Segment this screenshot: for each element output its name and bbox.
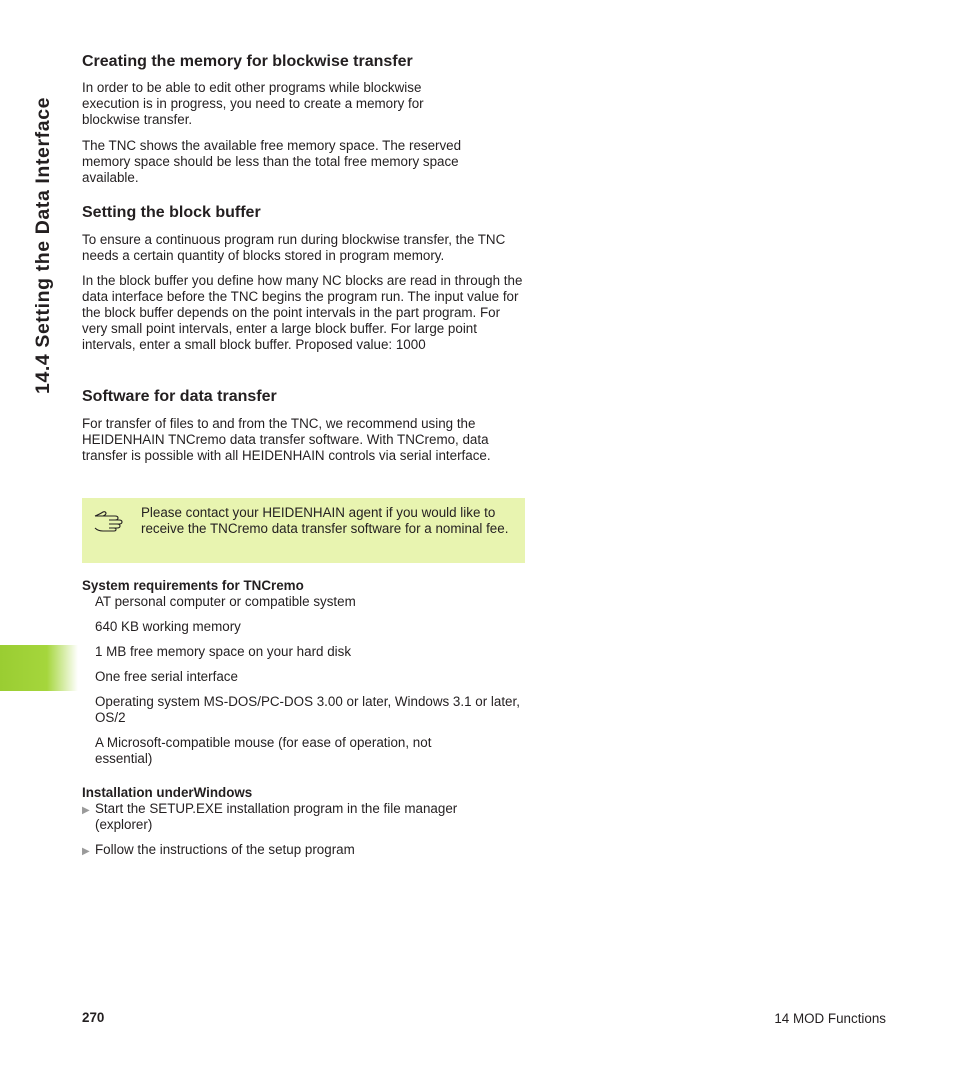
heading-installation: Installation underWindows: [82, 785, 253, 800]
heading-software: Software for data transfer: [82, 388, 277, 405]
side-chapter-title: 14.4 Setting the Data Interface: [32, 96, 54, 394]
bullet-triangle-icon: ▶: [82, 805, 90, 816]
requirement-item: One free serial interface: [95, 669, 238, 684]
requirement-item: 640 KB working memory: [95, 619, 241, 634]
paragraph-memory-1: In order to be able to edit other programs while blockwise execution is in progress, you need to create a memory for blockwise transfer.: [82, 80, 424, 127]
paragraph-buffer-2: In the block buffer you define how many NC blocks are read in through the data interface before the TNC begins the program run. The input value for the block buffer depends on the point intervals in the part program. For very small point intervals, enter a large block buffer. For large point intervals, enter a small block buffer. Proposed value: 1000: [82, 273, 523, 352]
requirement-item: 1 MB free memory space on your hard disk: [95, 644, 352, 659]
paragraph-memory-2: The TNC shows the available free memory space. The reserved memory space should be less than the total free memory space available.: [82, 138, 462, 185]
heading-system-requirements: System requirements for TNCremo: [82, 578, 304, 593]
requirement-item: Operating system MS-DOS/PC-DOS 3.00 or later, Windows 3.1 or later, OS/2: [95, 694, 520, 725]
installation-step: [82, 801, 525, 833]
heading-memory: Creating the memory for blockwise transfer: [82, 53, 413, 70]
installation-step-text: Start the SETUP.EXE installation program in the file manager (explorer): [95, 801, 458, 832]
note-text: Please contact your HEIDENHAIN agent if you would like to receive the TNCremo data transfer software for a nominal fee.: [141, 505, 509, 536]
pointing-hand-icon: [94, 510, 128, 532]
page-number: 270: [82, 1010, 105, 1025]
installation-step-text: Follow the instructions of the setup program: [95, 842, 355, 857]
installation-step: [82, 842, 525, 860]
note-box: [82, 498, 525, 563]
heading-block-buffer: Setting the block buffer: [82, 204, 261, 221]
paragraph-software-1: For transfer of files to and from the TNC, we recommend using the HEIDENHAIN TNCremo data transfer software. With TNCremo, data transfer is possible with all HEIDENHAIN controls via serial interface.: [82, 416, 491, 463]
requirement-item: AT personal computer or compatible system: [95, 594, 356, 609]
requirement-item: A Microsoft-compatible mouse (for ease of operation, not essential): [95, 735, 432, 766]
chapter-tab-marker: [0, 645, 78, 691]
paragraph-buffer-1: To ensure a continuous program run during blockwise transfer, the TNC needs a certain quantity of blocks stored in program memory.: [82, 232, 506, 263]
chapter-footer: 14 MOD Functions: [774, 1011, 886, 1026]
bullet-triangle-icon: ▶: [82, 846, 90, 857]
